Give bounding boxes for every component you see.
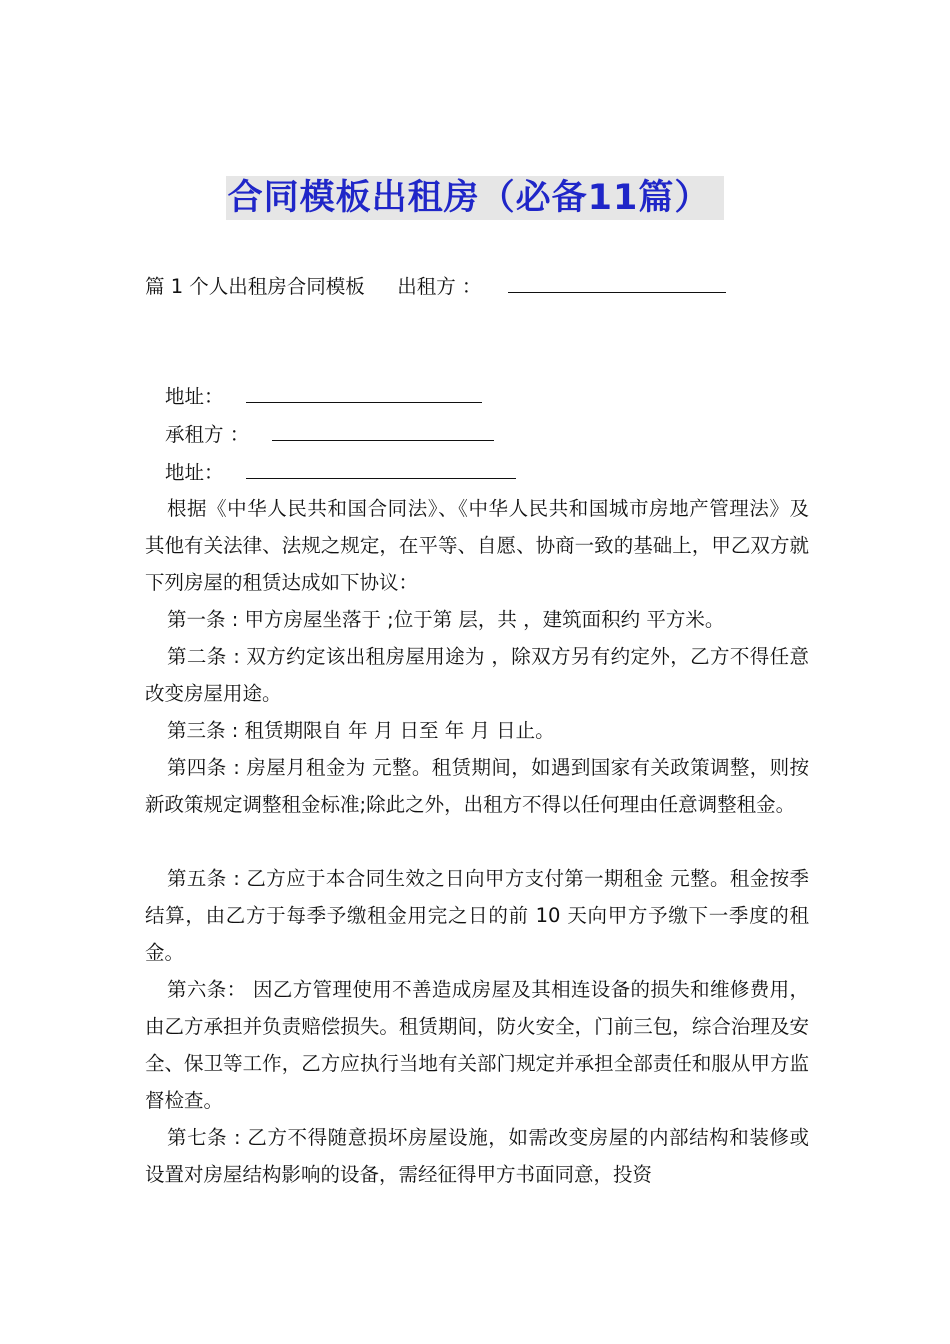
address1-line	[165, 380, 482, 411]
paragraph-article-4: 第四条 : 房屋月租金为 元整。租赁期间，如遇到国家有关政策调整，则按新政策规定调整租金标准;除此之外，出租方不得以任何理由任意调整租金。	[145, 756, 809, 816]
paragraph-article-1: 第一条 : 甲方房屋坐落于 ;位于第 层，共 ，建筑面积约 平方米。	[167, 608, 725, 631]
paragraph-article-7: 第七条 : 乙方不得随意损坏房屋设施，如需改变房屋的内部结构和装修或设置对房屋结构影响的设备，需经征得甲方书面同意，投资	[145, 1126, 809, 1186]
lessor-label: 出租方 ：	[397, 275, 482, 298]
lessee-label: 承租方 ：	[165, 423, 250, 446]
lessee-line	[165, 418, 494, 449]
template-label: 篇 1 个人出租房合同模板	[145, 275, 365, 298]
address2-line	[165, 456, 516, 487]
address1-blank[interactable]	[246, 380, 482, 403]
document-title: 合同模板出租房（必备11篇）	[226, 176, 725, 220]
header-line	[145, 270, 726, 301]
address2-blank[interactable]	[246, 456, 516, 479]
paragraph-article-6: 第六条： 因乙方管理使用不善造成房屋及其相连设备的损失和维修费用，由乙方承担并负责赔偿损失。租赁期间，防火安全，门前三包，综合治理及安全、保卫等工作，乙方应执行当地有关部门规定并承担全部责任和服从甲方监督检查。	[145, 978, 809, 1112]
paragraph-article-5: 第五条 : 乙方应于本合同生效之日向甲方支付第一期租金 元整。租金按季结算，由乙方于每季予缴租金用完之日的前 10 天向甲方予缴下一季度的租金。	[145, 867, 809, 964]
lessor-blank[interactable]	[508, 270, 726, 293]
address2-label: 地址：	[165, 461, 224, 484]
address1-label: 地址：	[165, 385, 224, 408]
lessee-blank[interactable]	[272, 418, 494, 441]
title-container	[0, 176, 950, 220]
paragraph-article-2: 第二条 : 双方约定该出租房屋用途为 ，除双方另有约定外，乙方不得任意改变房屋用途。	[145, 645, 809, 705]
paragraph-article-3: 第三条 : 租赁期限自 年 月 日至 年 月 日止。	[167, 719, 555, 742]
paragraph-preamble: 根据《中华人民共和国合同法》、《中华人民共和国城市房地产管理法》及其他有关法律、法规之规定，在平等、自愿、协商一致的基础上，甲乙双方就下列房屋的租赁达成如下协议：	[145, 497, 809, 594]
